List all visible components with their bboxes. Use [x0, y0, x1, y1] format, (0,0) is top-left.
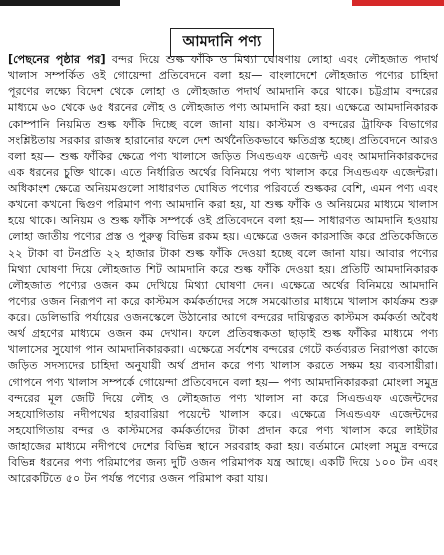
top-accent-bar: [0, 0, 444, 6]
article-paragraph: [8, 52, 438, 487]
top-accent-red: [352, 0, 444, 6]
article-text: বন্দর দিয়ে শুল্ক ফাঁকি ও মিথ্যা ঘোষণায় লোহা এবং লৌহজাত পদার্থ খালাস সম্পর্কিত ওই গোয়েন্দা প্রতিবেদনে বলা হয়— বাংলাদেশে লৌহজাত পণ্যের চাহিদা পূরণের লক্ষ্যে বিদেশ থেকে লোহা ও লৌহজাত পদার্থ আমদানি করে থাকে। চট্টগ্রাম বন্দরের মাধ্যমে ৬০ থেকে ৬৫ ধরনের লৌহ ও লৌহজাত পণ্য আমদানি করা হয়। এক্ষেত্রে আমদানিকারক কোম্পানি নিয়মিত শুল্ক ফাঁকি দিচ্ছে বলে জানা যায়। কাস্টমস ও বন্দরের ট্রাফিক বিভাগের সংশ্লিষ্টতায় সরকার রাজস্ব হারানোর ফলে দেশ অর্থনৈতিকভাবে ক্ষতিগ্রস্ত হচ্ছে। প্রতিবেদনে আরও বলা হয়— শুল্ক ফাঁকির ক্ষেত্রে পণ্য খালাসে জড়িত সিএন্ডএফ এজেন্ট এবং আমদানিকারকদের এক ধরনের চুক্তি থাকে। এতে নির্ধারিত অর্থের বিনিময়ে পণ্য খালাস করে সিএন্ডএফ এজেন্টরা। অধিকাংশ ক্ষেত্রে অনিয়মগুলো সাধারণত ঘোষিত পণ্যের পরিবর্তে শুল্ককর বেশি, এমন পণ্য এবং কখনো কখনো দ্বিগুণ পরিমাণ পণ্য আমদানি করা হয়, যা শুল্ক ফাঁকি ও অনিয়মের মাধ্যমে খালাস হয়ে থাকে। অনিয়ম ও শুল্ক ফাঁকি সম্পর্কে ওই প্রতিবেদনে বলা হয়— সাধারণত আমদানি হওয়ায় লোহা জাতীয় পণ্যের প্রস্ত ও পুরুত্ব বিভিন্ন রকম হয়। এক্ষেত্রে ওজন কারসাজি করে প্রতিকেজিতে ২২ টাকা বা টনপ্রতি ২২ হাজার টাকা শুল্ক ফাঁকি দেওয়া হচ্ছে বলে জানা যায়। আবার পণ্যের মিথ্যা ঘোষণা দিয়ে লৌহজাত শিট আমদানি করে শুল্ক ফাঁকি দেওয়া হয়। প্রতিটি আমদানিকারক লৌহজাত পণ্যের ওজন কম দেখিয়ে মিথ্যা ঘোষণা দেন। এক্ষেত্রে অর্থের বিনিময়ে আমদানি পণ্যের ওজন নিরূপণ না করে কাস্টমস কর্মকর্তাদের সঙ্গে সমঝোতার মাধ্যমে খালাস কার্যক্রম শুরু করে। ডেলিভারি পর্যায়ের ওজনস্কেলে উঠানোর আগে বন্দরের দায়িত্বরত কাস্টমস কর্মকর্তা অবৈধ অর্থ গ্রহণের মাধ্যমে ওজন কম দেখান। ফলে প্রতিবন্ধকতা ছাড়াই শুল্ক ফাঁকির মাধ্যমে পণ্য খালাসের সুযোগ পান আমদানিকারকরা। এক্ষেত্রে সর্বশেষ বন্দরের গেটে কর্তব্যরত নিরাপত্তা কাজে জড়িত সদস্যদের চাহিদা অনুযায়ী অর্থ প্রদান করে পণ্য খালাস করতে সক্ষম হয় ব্যবসায়ীরা। গোপনে পণ্য খালাস সম্পর্কে গোয়েন্দা প্রতিবেদনে বলা হয়— পণ্য আমদানিকারকরা মোংলা সমুদ্র বন্দরের মূল জেটি দিয়ে লৌহ ও লৌহজাত পণ্য খালাস না করে সিএন্ডএফ এজেন্টদের সহযোগিতায় নদীপথের হারবারিয়া পয়েন্টে খালাস করে। এক্ষেত্রে সিএন্ডএফ এজেন্টদের সহযোগিতায় বন্দর ও কাস্টমসের কর্মকর্তাদের টাকা প্রদান করে পণ্য খালাস করে লাইটার জাহাজের মাধ্যমে নদীপথে দেশের বিভিন্ন স্থানে সরবরাহ করা হয়। বর্তমানে মোংলা সমুদ্র বন্দরে বিভিন্ন ধরনের পণ্য পরিমাপের জন্য দুটি ওজন পরিমাপক যন্ত্র আছে। একটি দিয়ে ১০০ টন এবং আরেকটিতে ৫০ টন পর্যন্ত পণ্যের ওজন পরিমাপ করা যায়।: [8, 53, 438, 486]
article-body: [8, 52, 438, 552]
article-headline: আমদানি পণ্য: [170, 28, 275, 57]
top-accent-dark: [0, 0, 120, 6]
continuation-tag: [পেছনের পৃষ্ঠার পর]: [8, 53, 106, 66]
